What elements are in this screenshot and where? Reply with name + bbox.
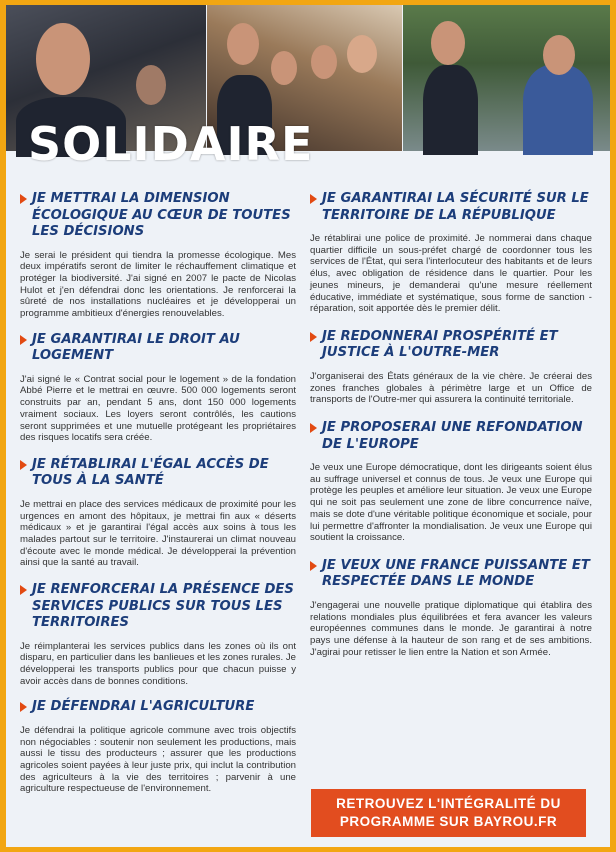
section-heading: JE VEUX UNE FRANCE PUISSANTE ET RESPECTÉE DANS LE MONDE: [310, 558, 592, 591]
section-agriculture: [20, 699, 296, 795]
section-heading: JE DÉFENDRAI L'AGRICULTURE: [20, 699, 296, 716]
arrow-bullet-icon: [20, 702, 27, 712]
section-heading: JE METTRAI LA DIMENSION ÉCOLOGIQUE AU CŒUR DE TOUTES LES DÉCISIONS: [20, 191, 296, 241]
section-securite: [310, 191, 592, 315]
left-column: [20, 191, 296, 805]
arrow-bullet-icon: [310, 332, 317, 342]
section-body: Je mettrai en place des services médicaux de proximité pour les urgences en amont des hôpitaux, je mettrai fin aux « déserts médicaux » et je garantirai l'égal accès aux soins à tous les malades partout sur le territoire. J'instaurerai un climat nouveau d'écoute avec le monde médical. Je développerai la prévention ainsi que la santé au travail.: [20, 498, 296, 569]
section-heading: JE GARANTIRAI LA SÉCURITÉ SUR LE TERRITOIRE DE LA RÉPUBLIQUE: [310, 191, 592, 224]
cta-line-1: RETROUVEZ L'INTÉGRALITÉ DU: [336, 796, 561, 811]
section-body: Je réimplanterai les services publics dans les zones où ils ont disparu, en particulier dans les banlieues et les zones rurales. Je développerai les transports publics pour que chacun puisse y avoir accès dans de bonnes conditions.: [20, 640, 296, 687]
cta-line-2: PROGRAMME SUR BAYROU.FR: [339, 814, 558, 829]
arrow-bullet-icon: [310, 561, 317, 571]
arrow-bullet-icon: [20, 585, 27, 595]
section-outre-mer: [310, 329, 592, 406]
section-sante: [20, 457, 296, 569]
section-body: Je rétablirai une police de proximité. Je nommerai dans chaque quartier difficile un sous-préfet chargé de coordonner tous les services de l'État, qui sera l'interlocuteur des habitants et de leurs élus, avec obligation de résidence dans le quartier. Pour les jeunes mineurs, je demanderai qu'une mesure réellement éducative, immédiate et systématique, sous forme de sanction - réparation, soit apportée dès le premier délit.: [310, 233, 592, 315]
arrow-bullet-icon: [20, 194, 27, 204]
arrow-bullet-icon: [310, 423, 317, 433]
section-heading: JE PROPOSERAI UNE REFONDATION DE L'EUROPE: [310, 420, 592, 453]
section-body: Je défendrai la politique agricole commune avec trois objectifs non négociables : soutenir non seulement les productions, mais aussi le tissu des producteurs ; assurer que les productions agricoles soient payées à leur juste prix, qui inclut la contribution des agriculteurs à la vie des territoires ; parvenir à une agriculture respectueuse de l'environnement.: [20, 724, 296, 795]
leaflet-page: [6, 5, 610, 847]
arrow-bullet-icon: [20, 335, 27, 345]
photo-candidate-workshop: [403, 5, 610, 151]
section-heading: JE REDONNERAI PROSPÉRITÉ ET JUSTICE À L'OUTRE-MER: [310, 329, 592, 362]
section-logement: [20, 332, 296, 444]
page-title: SOLIDAIRE: [28, 117, 314, 171]
section-france-monde: [310, 558, 592, 659]
arrow-bullet-icon: [310, 194, 317, 204]
section-heading: JE RENFORCERAI LA PRÉSENCE DES SERVICES PUBLICS SUR TOUS LES TERRITOIRES: [20, 582, 296, 632]
section-heading: JE RÉTABLIRAI L'ÉGAL ACCÈS DE TOUS À LA SANTÉ: [20, 457, 296, 490]
arrow-bullet-icon: [20, 460, 27, 470]
section-heading: JE GARANTIRAI LE DROIT AU LOGEMENT: [20, 332, 296, 365]
section-services-publics: [20, 582, 296, 687]
right-column: [310, 191, 592, 668]
section-ecologie: [20, 191, 296, 320]
section-body: J'ai signé le « Contrat social pour le logement » de la fondation Abbé Pierre et le mettrai en œuvre. 500 000 logements seront construits par an, pendant 5 ans, dont 150 000 logements vraiment sociaux. Les loyers seront contrôlés, les cautions seront supprimées et une mutuelle protégeant les propriétaires des risques locatifs sera créée.: [20, 373, 296, 444]
section-body: Je serai le président qui tiendra la promesse écologique. Mes deux impératifs seront de limiter le réchauffement climatique et protéger la biodiversité. J'ai signé en 2007 le pacte de Nicolas Hulot et j'en défendrai donc les orientations. Je renforcerai la sûreté de nos installations nucléaires et je développerai un programme ambitieux d'énergies renouvelables.: [20, 249, 296, 320]
section-body: Je veux une Europe démocratique, dont les dirigeants soient élus au suffrage universel et connus de tous. Je veux une Europe qui protège les peuples et améliore leur situation. Je veux une Europe qui ne soit pas seulement une zone de libre concurrence naïve, mais se dote d'une véritable politique économique et sociale, pour lui permettre d'affronter la mondialisation. Je veux une Europe qui soutient la croissance.: [310, 462, 592, 544]
section-europe: [310, 420, 592, 544]
programme-link-banner[interactable]: [311, 789, 586, 837]
section-body: J'organiserai des États généraux de la vie chère. Je créerai des zones franches globales à périmètre large et un Office de transports de l'Outre-mer qui assurera la continuité territoriale.: [310, 370, 592, 406]
section-body: J'engagerai une nouvelle pratique diplomatique qui établira des relations mondiales plus équilibrées et fera avancer les valeurs européennes communes dans le monde. Je garantirai à notre pays une défense à la hauteur de son rang et de ses ambitions. J'agirai pour retisser le lien entre la Nation et son Armée.: [310, 599, 592, 658]
